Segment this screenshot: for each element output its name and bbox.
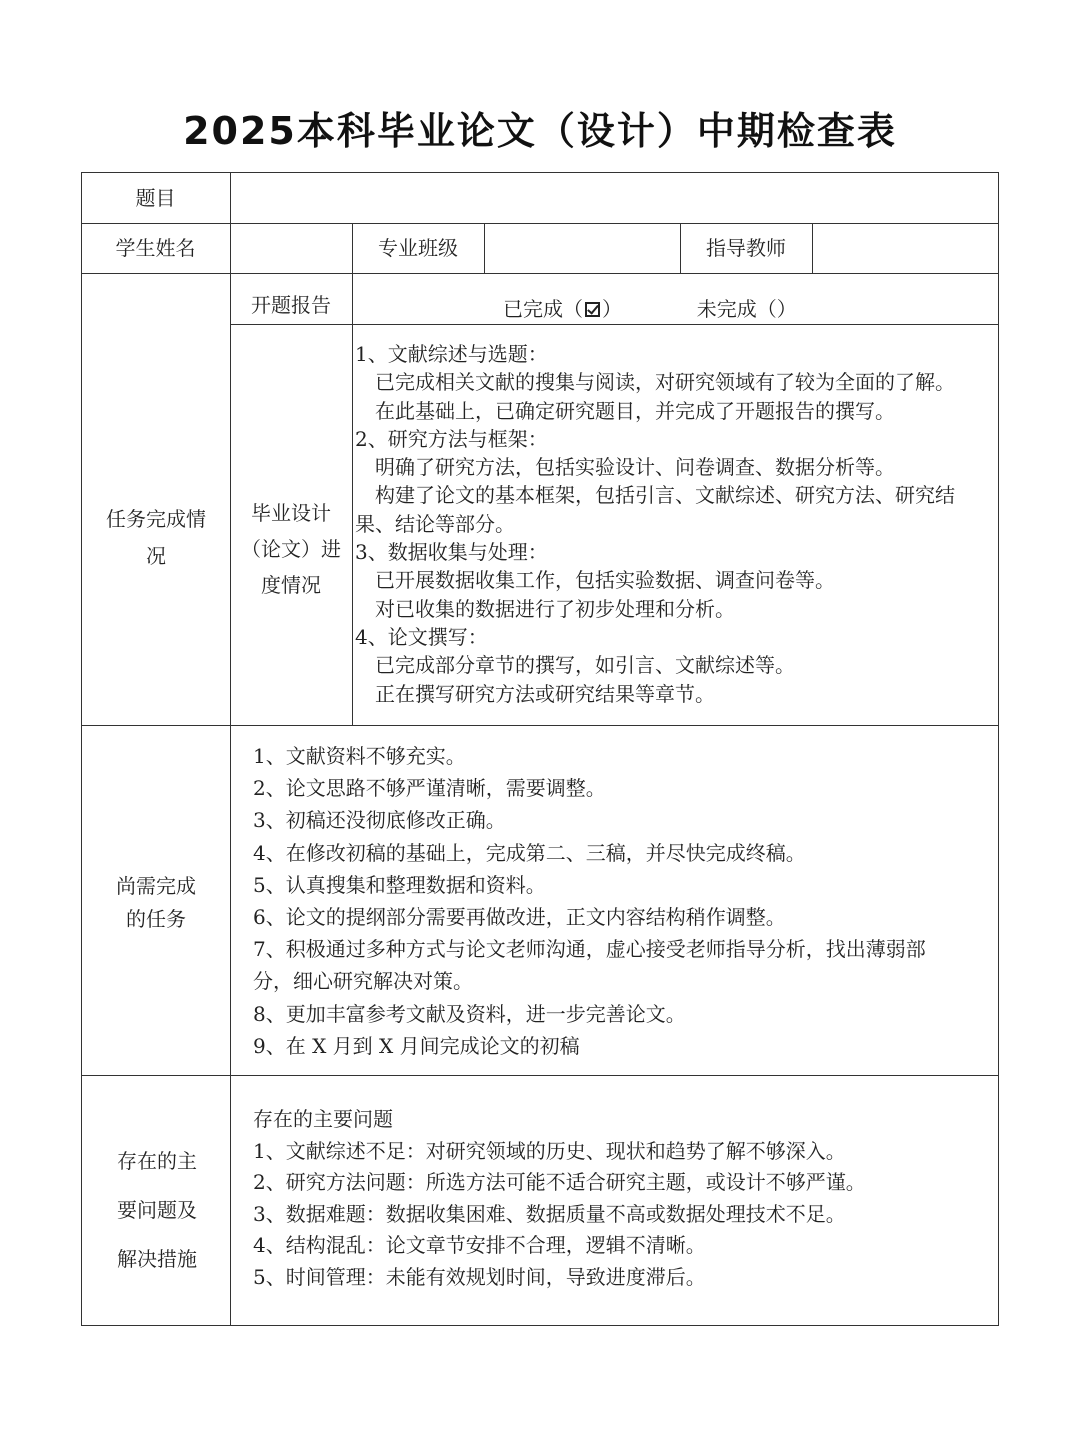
list-item: 4、结构混乱：论文章节安排不合理，逻辑不清晰。 — [253, 1233, 706, 1258]
progress-content — [355, 340, 1000, 708]
progress-label: 毕业设计（论文）进度情况 — [241, 501, 341, 597]
list-item: 7、积极通过多种方式与论文老师沟通，虚心接受老师指导分析，找出薄弱部 — [253, 937, 926, 962]
progress-line: 构建了论文的基本框架，包括引言、文献综述、研究方法、研究结 — [375, 483, 955, 508]
progress-line: 果、结论等部分。 — [355, 511, 515, 536]
list-item: 3、初稿还没彻底修改正确。 — [253, 808, 506, 833]
progress-heading: 2、研究方法与框架： — [355, 426, 548, 451]
proposal-completed-text: 已完成（ — [503, 297, 583, 321]
list-item: 8、更加丰富参考文献及资料，进一步完善论文。 — [253, 1001, 686, 1026]
list-item: 2、论文思路不够严谨清晰，需要调整。 — [253, 776, 606, 801]
problems-list — [253, 1104, 866, 1294]
topic-label: 题目 — [135, 185, 176, 210]
progress-line: 明确了研究方法，包括实验设计、问卷调查、数据分析等。 — [375, 455, 895, 480]
problems-heading: 存在的主要问题 — [253, 1107, 393, 1131]
checkbox-checked-icon[interactable] — [585, 302, 600, 317]
progress-line: 对已收集的数据进行了初步处理和分析。 — [375, 596, 735, 621]
task-status-label: 任务完成情况 — [106, 506, 206, 568]
proposal-report-label: 开题报告 — [251, 293, 331, 317]
student-name-field[interactable] — [231, 224, 352, 273]
list-item: 9、在 X 月到 X 月间完成论文的初稿 — [253, 1033, 580, 1058]
proposal-not-completed-text: 未完成（） — [696, 297, 797, 321]
list-item: 1、文献综述不足：对研究领域的历史、现状和趋势了解不够深入。 — [253, 1138, 846, 1163]
progress-line: 在此基础上，已确定研究题目，并完成了开题报告的撰写。 — [375, 398, 895, 423]
proposal-status — [503, 295, 797, 325]
page-title: 2025本科毕业论文（设计）中期检查表 — [183, 109, 897, 153]
progress-line: 已开展数据收集工作，包括实验数据、调查问卷等。 — [375, 568, 835, 593]
list-item: 4、在修改初稿的基础上，完成第二、三稿，并尽快完成终稿。 — [253, 840, 806, 865]
proposal-completed-close: ） — [602, 297, 622, 321]
topic-field[interactable] — [231, 173, 998, 223]
remaining-tasks-list — [253, 740, 926, 1062]
advisor-label: 指导教师 — [706, 236, 786, 260]
progress-heading: 4、论文撰写： — [355, 624, 488, 649]
list-item: 5、时间管理：未能有效规划时间，导致进度滞后。 — [253, 1264, 706, 1289]
list-item: 5、认真搜集和整理数据和资料。 — [253, 872, 546, 897]
remaining-tasks-label: 尚需完成的任务 — [116, 874, 196, 931]
major-class-field[interactable] — [485, 224, 680, 273]
list-item: 6、论文的提纲部分需要再做改进，正文内容结构稍作调整。 — [253, 905, 786, 930]
problems-measures-label: 存在的主要问题及解决措施 — [117, 1148, 197, 1271]
list-item: 1、文献资料不够充实。 — [253, 744, 466, 768]
progress-line: 已完成部分章节的撰写，如引言、文献综述等。 — [375, 653, 795, 678]
progress-heading: 1、文献综述与选题： — [355, 342, 548, 366]
list-item: 3、数据难题：数据收集困难、数据质量不高或数据处理技术不足。 — [253, 1201, 846, 1226]
student-name-label: 学生姓名 — [115, 236, 196, 260]
progress-line: 正在撰写研究方法或研究结果等章节。 — [375, 681, 715, 706]
major-class-label: 专业班级 — [378, 236, 458, 260]
progress-heading: 3、数据收集与处理： — [355, 540, 548, 565]
list-item: 分，细心研究解决对策。 — [253, 969, 473, 994]
advisor-field[interactable] — [813, 224, 998, 273]
list-item: 2、研究方法问题：所选方法可能不适合研究主题，或设计不够严谨。 — [253, 1170, 866, 1195]
progress-line: 已完成相关文献的搜集与阅读，对研究领域有了较为全面的了解。 — [375, 370, 955, 395]
